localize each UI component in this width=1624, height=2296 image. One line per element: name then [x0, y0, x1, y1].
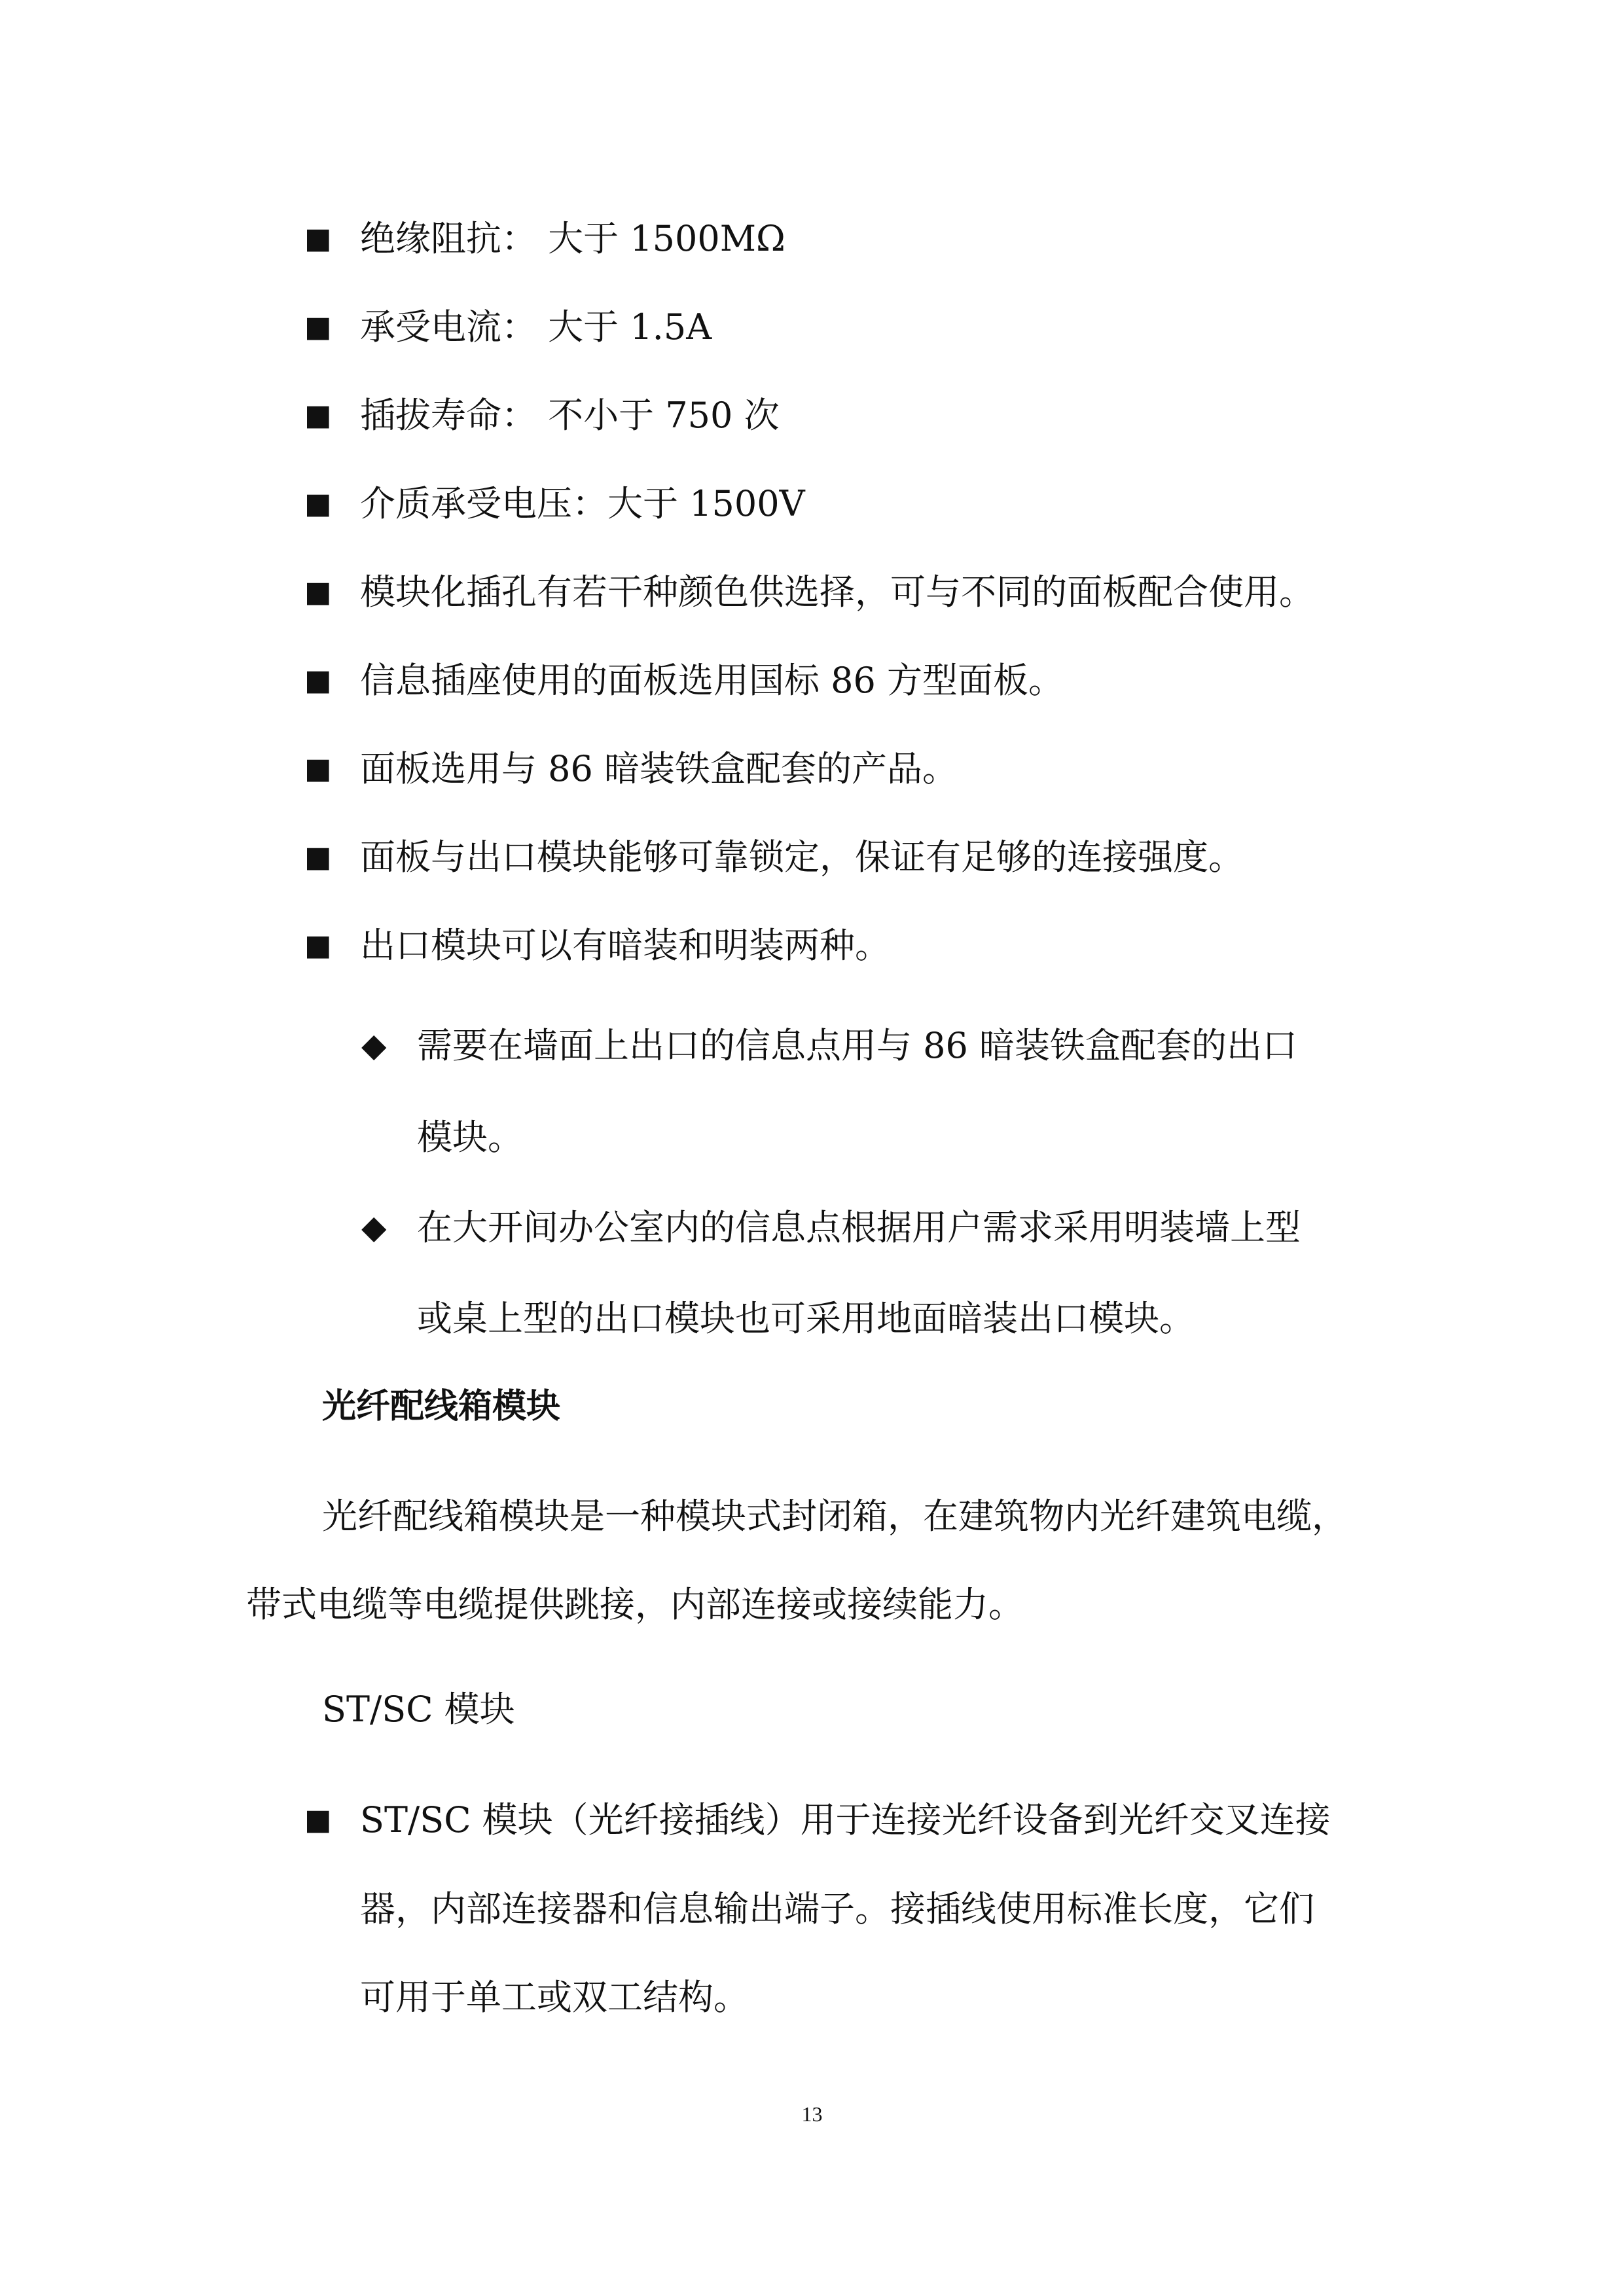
diamond-bullet-icon: ◆ [361, 1208, 387, 1246]
sub-item-wall-outlet-line1: 需要在墙面上出口的信息点用与 86 暗装铁盒配套的出口 [417, 1025, 1298, 1066]
square-bullet-icon: ■ [304, 929, 332, 962]
diamond-bullet-icon: ◆ [361, 1026, 387, 1064]
square-bullet-icon: ■ [304, 575, 332, 609]
list-item-st-sc-line1: ST/SC 模块（光纤接插线）用于连接光纤设备到光纤交叉连接 [360, 1799, 1331, 1840]
list-item-st-sc-line2: 器，内部连接器和信息输出端子。接插线使用标准长度，它们 [360, 1888, 1314, 1929]
square-bullet-icon: ■ [304, 399, 332, 432]
spec-current: 承受电流： 大于 1.5A [360, 306, 712, 348]
square-bullet-icon: ■ [304, 840, 332, 874]
square-bullet-icon: ■ [304, 310, 332, 344]
square-bullet-icon: ■ [304, 487, 332, 520]
sub-item-open-office-line1: 在大开间办公室内的信息点根据用户需求采用明装墙上型 [417, 1207, 1301, 1248]
spec-dielectric-voltage: 介质承受电压：大于 1500V [360, 483, 805, 524]
square-bullet-icon: ■ [304, 752, 332, 785]
square-bullet-icon: ■ [304, 1803, 332, 1837]
section-heading: 光纤配线箱模块 [322, 1387, 561, 1426]
spec-insulation-resistance: 绝缘阻抗： 大于 1500MΩ [360, 218, 785, 259]
sub-item-open-office-line2: 或桌上型的出口模块也可采用地面暗装出口模块。 [417, 1298, 1195, 1339]
square-bullet-icon: ■ [304, 222, 332, 255]
section-paragraph-line2: 带式电缆等电缆提供跳接，内部连接或接续能力。 [246, 1584, 1024, 1625]
list-item-panel-standard: 信息插座使用的面板选用国标 86 方型面板。 [360, 660, 1064, 701]
subheading-st-sc: ST/SC 模块 [322, 1689, 515, 1730]
list-item-panel-lock: 面板与出口模块能够可靠锁定，保证有足够的连接强度。 [360, 836, 1244, 878]
sub-item-wall-outlet-line2: 模块。 [417, 1117, 523, 1158]
list-item-panel-box: 面板选用与 86 暗装铁盒配套的产品。 [360, 748, 958, 789]
list-item-outlet-types: 出口模块可以有暗装和明装两种。 [360, 925, 890, 966]
list-item-st-sc-line3: 可用于单工或双工结构。 [360, 1977, 749, 2018]
page-number: 13 [801, 2102, 823, 2126]
square-bullet-icon: ■ [304, 664, 332, 697]
list-item-jack-colors: 模块化插孔有若干种颜色供选择，可与不同的面板配合使用。 [360, 571, 1314, 613]
section-paragraph-line1: 光纤配线箱模块是一种模块式封闭箱，在建筑物内光纤建筑电缆， [322, 1496, 1347, 1537]
spec-insertion-life: 插拔寿命： 不小于 750 次 [360, 395, 780, 436]
